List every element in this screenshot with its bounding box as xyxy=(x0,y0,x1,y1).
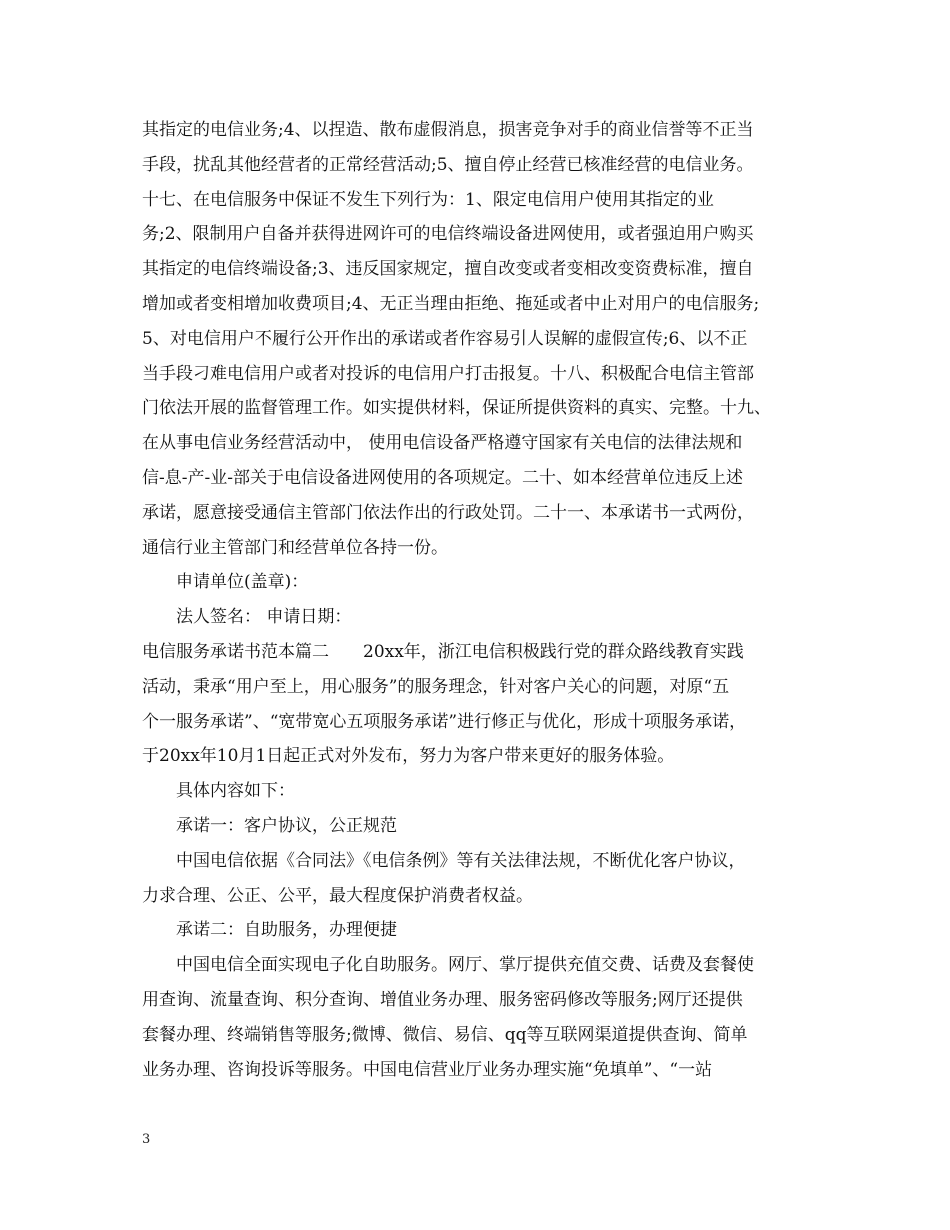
text-line: 业务办理、咨询投诉等服务。中国电信营业厅业务办理实施“免填单”、“一站 xyxy=(142,1059,713,1080)
text-line: 法人签名： 申请日期： xyxy=(176,607,352,628)
text-line: 其指定的电信业务;4、以捏造、散布虚假消息，损害竞争对手的商业信誉等不正当 xyxy=(142,120,754,140)
document-body xyxy=(142,113,812,1087)
text-line: 力求合理、公正、公平，最大程度保护消费者权益。 xyxy=(142,885,533,906)
text-line: 十七、在电信服务中保证不发生下列行为：1、限定电信用户使用其指定的业 xyxy=(142,189,714,210)
text-line: 承诺，愿意接受通信主管部门依法作出的行政处罚。二十一、本承诺书一式两份， xyxy=(142,502,754,523)
text-line: 套餐办理、终端销售等服务;微博、微信、易信、qq等互联网渠道提供查询、简单 xyxy=(142,1024,748,1045)
text-line: 活动，秉承“用户至上，用心服务”的服务理念，针对客户关心的问题，对原“五 xyxy=(142,676,730,697)
text-line: 5、对电信用户不履行公开作出的承诺或者作容易引人误解的虚假宣传;6、以不正 xyxy=(142,328,748,349)
page-number: 3 xyxy=(142,1132,151,1147)
text-line: 通信行业主管部门和经营单位各持一份。 xyxy=(142,537,448,558)
text-line: 电信服务承诺书范本篇二 20xx年，浙江电信积极践行党的群众路线教育实践 xyxy=(142,641,744,662)
text-line: 承诺一：客户协议，公正规范 xyxy=(176,815,397,836)
text-line: 于20xx年10月1日起正式对外发布，努力为客户带来更好的服务体验。 xyxy=(142,746,675,767)
text-line: 中国电信依据《合同法》《电信条例》等有关法律法规，不断优化客户协议， xyxy=(176,850,746,871)
text-line: 当手段刁难电信用户或者对投诉的电信用户打击报复。十八、积极配合电信主管部 xyxy=(142,363,754,384)
text-line: 其指定的电信终端设备;3、违反国家规定，擅自改变或者变相改变资费标准，擅自 xyxy=(142,259,754,280)
text-line: 务;2、限制用户自备并获得进网许可的电信终端设备进网使用，或者强迫用户购买 xyxy=(142,224,754,245)
text-line: 用查询、流量查询、积分查询、增值业务办理、服务密码修改等服务;网厅还提供 xyxy=(142,989,743,1010)
text-line: 承诺二：自助服务，办理便捷 xyxy=(176,920,397,941)
text-line: 具体内容如下： xyxy=(176,781,295,802)
text-line: 手段，扰乱其他经营者的正常经营活动;5、擅自停止经营已核准经营的电信业务。 xyxy=(142,154,754,175)
text-line: 在从事电信业务经营活动中， 使用电信设备严格遵守国家有关电信的法律法规和 xyxy=(142,433,743,454)
text-line: 个一服务承诺”、“宽带宽心五项服务承诺”进行修正与优化，形成十项服务承诺， xyxy=(142,711,747,732)
text-line: 信-息-产-业-部关于电信设备进网使用的各项规定。二十、如本经营单位违反上述 xyxy=(142,467,743,488)
text-line: 增加或者变相增加收费项目;4、无正当理由拒绝、拖延或者中止对用户的电信服务; xyxy=(142,293,760,314)
text-line: 门依法开展的监督管理工作。如实提供材料，保证所提供资料的真实、完整。十九、 xyxy=(142,398,771,419)
text-line: 中国电信全面实现电子化自助服务。网厅、掌厅提供充值交费、话费及套餐使 xyxy=(176,955,754,976)
text-line: 申请单位(盖章)： xyxy=(176,572,309,593)
